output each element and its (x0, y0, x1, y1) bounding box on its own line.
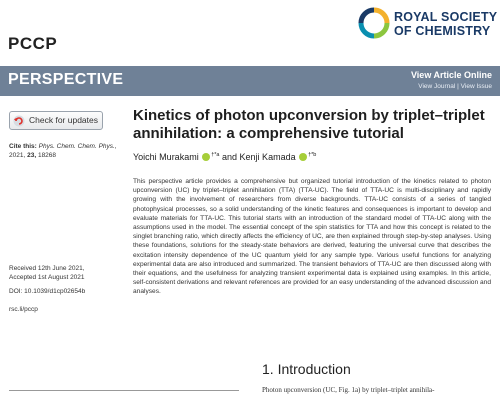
journal-issue-links (418, 83, 492, 90)
footnote-divider (9, 390, 239, 401)
accepted-date: Accepted 1st August 2021 (9, 274, 85, 281)
publisher-line-2: OF CHEMISTRY (394, 23, 491, 38)
view-issue-link[interactable]: View Issue (460, 83, 492, 90)
journal-site-link[interactable]: rsc.li/pccp (9, 306, 38, 313)
citation-page: 18268 (37, 152, 57, 159)
citation-journal: Phys. Chem. Chem. Phys., (38, 143, 117, 150)
rsc-logo-icon (358, 7, 390, 39)
link-separator: | (457, 83, 459, 90)
author-2[interactable]: Kenji Kamada (239, 152, 296, 162)
received-accepted-dates (9, 264, 85, 282)
introduction-text: Photon upconversion (UC, Fig. 1a) by triplet–triplet annihila- (262, 386, 435, 394)
article-type-banner (0, 66, 500, 96)
citation-block (9, 142, 121, 160)
introduction-heading: 1. Introduction (262, 361, 351, 377)
article-type-label: PERSPECTIVE (8, 71, 124, 88)
publisher-name[interactable] (394, 11, 497, 38)
view-article-online-link[interactable]: View Article Online (410, 70, 492, 80)
doi-link[interactable]: DOI: 10.1039/d1cp02654b (9, 288, 86, 295)
author-2-affiliation: †*b (308, 152, 317, 158)
orcid-icon[interactable] (202, 153, 210, 161)
citation-volume: 23, (27, 152, 37, 159)
citation-label: Cite this: (9, 143, 37, 150)
orcid-icon[interactable] (299, 153, 307, 161)
author-1[interactable]: Yoichi Murakami (133, 152, 199, 162)
abstract-text: This perspective article provides a comprehensive but organized tutorial introduction of the kinetics related to photon upconversion (UC) by triplet–triplet annihilation (TTA) (TTA-UC). The field of TTA-UC is multi-disciplinary and rapidly growing with the involvement of researchers from diverse backgrounds. TTA-UC consists of a series of tangled photophysical processes, so a solid understanding of the kinetic features and consequences is important to develop and evaluate materials for TTA-UC. This tutorial starts with an introduction of the standard model of TTA-UC along with the assumptions used in the model. The essential concept of the spin statistics for TTA and how this concept is related to the singlet branching ratio, which directly affects the efficiency of UC, are then explained through step-by-step analyses. Using these foundations, solutions for the steady-state behaviors are derived, featuring the universal curve that describes the excitation intensity dependence of the UC quantum yield for any sample type. Various useful functions for analyzing experimental data are also introduced and summarized. The transient behaviors of TTA-UC are then discussed along with their equations, and the usefulness for analyzing transient experimental data is explained using examples. In this article, self-consistent derivations and relevant references are provided for an easy understanding of the advanced discussion and analyses. (133, 178, 491, 296)
author-list (133, 152, 316, 162)
publisher-line-1: ROYAL SOCIETY (394, 10, 498, 24)
view-journal-link[interactable]: View Journal (418, 83, 456, 90)
check-for-updates-button[interactable] (9, 111, 103, 130)
author-1-affiliation: †*a (211, 152, 220, 158)
received-date: Received 12th June 2021, (9, 265, 85, 272)
journal-name: PCCP (8, 34, 58, 53)
citation-year: 2021, (9, 152, 26, 159)
author-conjunction: and (222, 152, 238, 162)
refresh-icon (13, 115, 25, 127)
article-title: Kinetics of photon upconversion by triplet–triplet annihilation: a comprehensive tutorial (133, 107, 485, 142)
check-for-updates-label: Check for updates (29, 115, 98, 125)
